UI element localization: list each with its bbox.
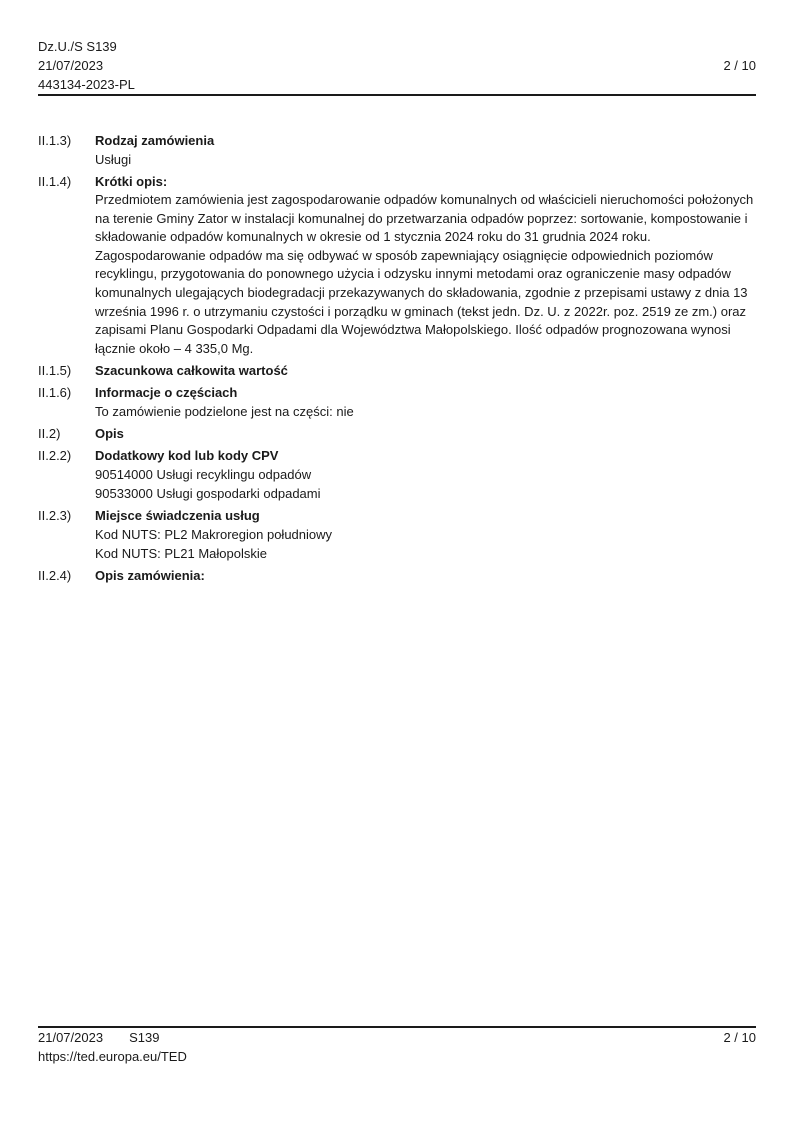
journal-ref: Dz.U./S S139 [38, 39, 117, 54]
section-II-1-3 [38, 131, 756, 169]
section-II-1-6 [38, 383, 756, 421]
section-II-1-4 [38, 172, 756, 358]
section-number: II.1.6) [38, 385, 72, 401]
section-II-2-4 [38, 566, 756, 585]
section-title: Opis zamówienia: [95, 568, 205, 584]
section-number: II.2.4) [38, 568, 72, 584]
section-II-2-3 [38, 506, 756, 563]
header-divider [38, 94, 756, 96]
footer-page-number: 2 / 10 [723, 1030, 756, 1045]
notice-id: 443134-2023-PL [38, 77, 135, 92]
footer-url: https://ted.europa.eu/TED [38, 1049, 187, 1064]
cpv-code: 90514000 Usługi recyklingu odpadów [95, 467, 312, 483]
section-number: II.2.2) [38, 448, 72, 464]
section-title: Rodzaj zamówienia [95, 133, 215, 148]
section-II-2-2 [38, 446, 756, 503]
footer-date: 21/07/2023 [38, 1030, 104, 1045]
section-title: Miejsce świadczenia usług [95, 508, 260, 524]
header-date: 21/07/2023 [38, 58, 104, 73]
section-number: II.1.3) [38, 133, 72, 148]
section-II-2 [38, 424, 756, 443]
section-title: Szacunkowa całkowita wartość [95, 363, 288, 379]
nuts-code: Kod NUTS: PL21 Małopolskie [95, 546, 267, 562]
notice-content [38, 131, 756, 588]
section-number: II.2.3) [38, 508, 72, 524]
section-line: Usługi [95, 152, 132, 167]
cpv-code: 90533000 Usługi gospodarki odpadami [95, 486, 321, 502]
section-title: Krótki opis: [95, 174, 168, 189]
section-II-1-5 [38, 361, 756, 380]
section-title: Opis [95, 426, 124, 442]
section-number: II.1.5) [38, 363, 72, 379]
header-page-number: 2 / 10 [723, 58, 756, 73]
page-header [38, 37, 756, 94]
short-description: Przedmiotem zamówienia jest zagospodarowanie odpadów komunalnych od właścicieli nieruchomości położonych na terenie Gminy Zator w instalacji komunalnej do przetwarzania odpadów poprzez: sortowanie, kompostowanie i składowanie odpadów komunalnych w okresie od 1 stycznia 2024 roku do 31 grudnia 2024 roku. Zagospodarowanie odpadów ma się odbywać w sposób zapewniający osiągnięcie odpowiednich poziomów recyklingu, przygotowania do ponownego użycia i odzysku innymi metodami oraz ograniczenie masy odpadów komunalnych ulegających biodegradacji przekazywanych do składowania, zgodnie z przepisami ustawy z dnia 13 września 1996 r. o utrzymaniu czystości i porządku w gminach (tekst jedn. Dz. U. z 2022r. poz. 2519 ze zm.) oraz zapisami Planu Gospodarki Odpadami dla Województwa Małopolskiego. Ilość odpadów prognozowana wynosi łącznie około – 4 335,0 Mg. [95, 192, 754, 356]
section-number: II.2) [38, 426, 61, 442]
page-footer [38, 1028, 756, 1066]
nuts-code: Kod NUTS: PL2 Makroregion południowy [95, 527, 333, 543]
footer-series: S139 [129, 1030, 160, 1045]
section-title: Dodatkowy kod lub kody CPV [95, 448, 279, 464]
section-title: Informacje o częściach [95, 385, 238, 401]
section-line: To zamówienie podzielone jest na części: nie [95, 404, 354, 420]
section-number: II.1.4) [38, 174, 72, 189]
